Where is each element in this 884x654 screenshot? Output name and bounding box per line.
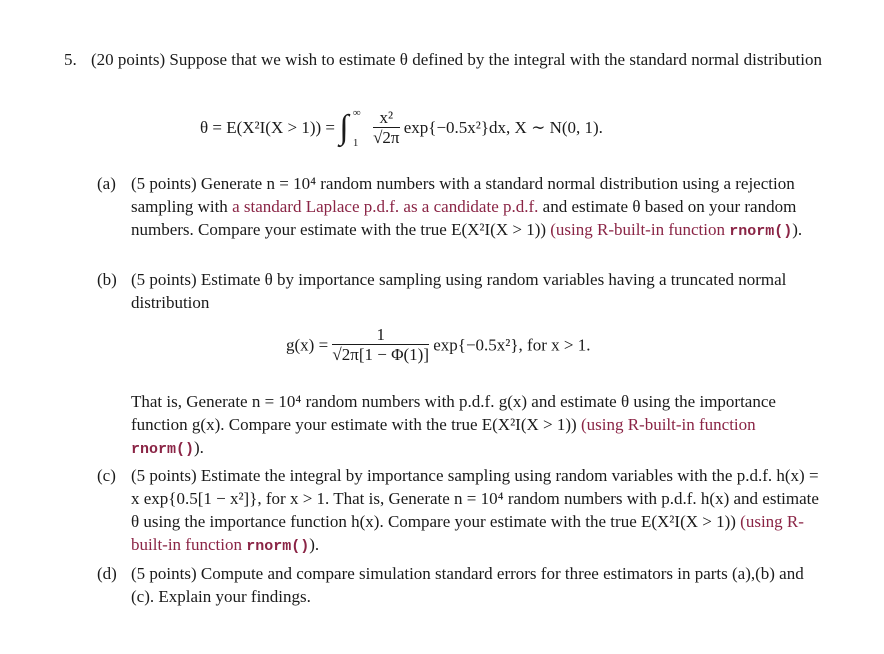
rnorm-code: rnorm() xyxy=(246,538,310,555)
rnorm-note-suffix: ). xyxy=(194,438,204,457)
part-a-text-start: (5 points) Generate n = 10⁴ random numbers with a standard normal distribution using a rejection sampling with xyxy=(131,174,795,216)
rnorm-note-suffix: ). xyxy=(309,535,320,554)
part-c-label: (c) xyxy=(97,466,116,485)
integral-sign: ∫ xyxy=(339,109,349,146)
fraction-denominator: √2π xyxy=(373,127,400,147)
part-a xyxy=(97,172,827,243)
part-b-text-2 xyxy=(131,390,827,461)
part-c-text xyxy=(131,464,827,558)
part-c xyxy=(97,464,827,558)
integral-limits xyxy=(353,106,369,150)
problem-intro-text: (20 points) Suppose that we wish to estimate θ defined by the integral with the standard normal distribution xyxy=(91,50,822,69)
part-c-text-start: (5 points) Estimate the integral by importance sampling using random variables with the p.d.f. h(x) = x exp{0.5[1 − x²]}, for x > 1. That is, Generate n = 10⁴ random numbers with p.d.f. h(x) and estimate θ using the importance function h(x). Compare your estimate with the true E(X²I(X > 1)) xyxy=(131,466,819,531)
part-d-text: (5 points) Compute and compare simulation standard errors for three estimators in parts (a),(b) and (c). Explain your findings. xyxy=(131,564,804,606)
fraction-numerator: x² xyxy=(373,109,399,128)
part-a-text xyxy=(131,172,827,243)
equation-theta xyxy=(200,106,603,150)
part-b-text-2-start: That is, Generate n = 10⁴ random numbers with p.d.f. g(x) and estimate θ using the importance function g(x). Compare your estimate with the true E(X²I(X > 1)) xyxy=(131,392,776,434)
part-d-label: (d) xyxy=(97,564,117,583)
part-a-candidate-pdf: a standard Laplace p.d.f. as a candidate p.d.f. xyxy=(232,197,539,216)
equation-g-lhs: g(x) = xyxy=(286,335,329,355)
part-b-text: (5 points) Estimate θ by importance sampling using random variables having a truncated normal distribution xyxy=(131,270,787,312)
part-b-continued xyxy=(97,390,827,461)
part-a-label: (a) xyxy=(97,174,116,193)
problem-number: 5. xyxy=(64,50,77,69)
part-a-rnorm-note xyxy=(550,220,792,239)
part-a-text-mid: and estimate θ based on your random numbers. Compare your estimate with the true E(X²I(X > 1)) xyxy=(131,197,797,239)
equation-g xyxy=(286,326,590,365)
rnorm-code: rnorm() xyxy=(131,441,195,458)
equation-g-rhs: exp{−0.5x²}, for x > 1. xyxy=(433,335,591,355)
equation-theta-lhs: θ = E(X²I(X > 1)) = xyxy=(200,118,335,137)
rnorm-code: rnorm() xyxy=(729,223,793,240)
part-b xyxy=(97,268,827,314)
integral-upper-limit: ∞ xyxy=(352,107,361,119)
equation-theta-rhs: exp{−0.5x²}dx, X ∼ N(0, 1). xyxy=(403,118,603,137)
integral-lower-limit: 1 xyxy=(352,137,359,149)
part-b-label: (b) xyxy=(97,270,117,289)
equation-theta-fraction xyxy=(373,109,399,148)
part-d xyxy=(97,562,827,608)
rnorm-note-prefix: (using R-built-in function xyxy=(550,220,730,239)
fraction-denominator: √2π[1 − Φ(1)] xyxy=(332,345,429,364)
problem-intro xyxy=(64,48,844,71)
rnorm-note-suffix: ). xyxy=(792,220,803,239)
rnorm-note-prefix: (using R-built-in function xyxy=(580,415,756,434)
rnorm-note-prefix: (using R-built-in function xyxy=(131,512,804,554)
fraction-numerator: 1 xyxy=(332,326,429,345)
equation-g-fraction xyxy=(332,326,429,365)
